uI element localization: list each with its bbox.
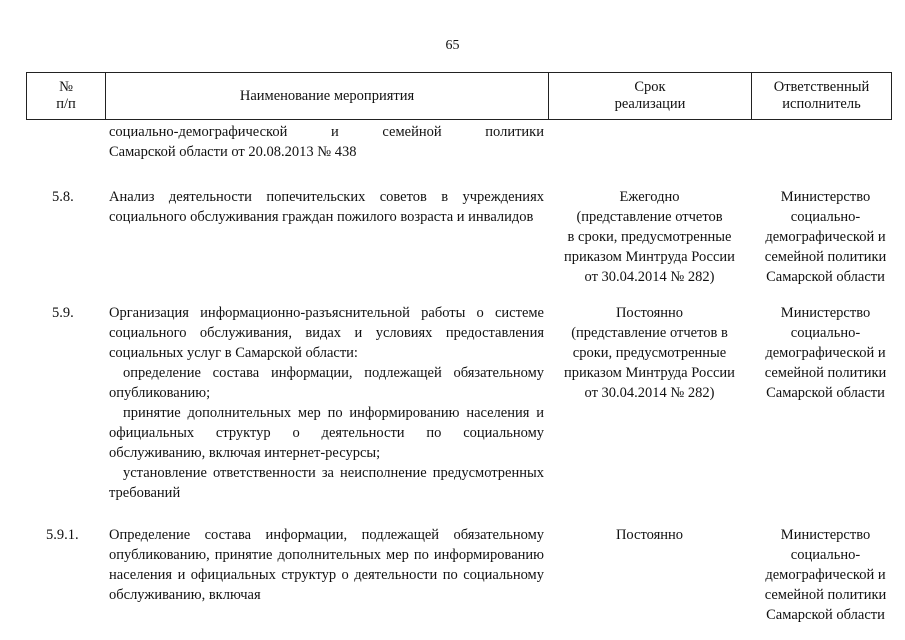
continuation-responsible: [751, 122, 892, 162]
activities-table: [26, 72, 892, 625]
row-responsible: Министерство социально- демографической и семейной политики Самарской области: [764, 305, 887, 401]
row-responsible: Министерство социально- демографической и семейной политики Самарской области: [764, 527, 887, 623]
continuation-number: [26, 122, 105, 162]
continuation-row: [26, 122, 892, 162]
header-term: [548, 73, 751, 119]
table-header: [26, 72, 892, 120]
row-paragraph: принятие дополнительных мер по информированию населения и официальных структур о деятельности по социальному обслуживанию, включая интернет-ресурсы;: [109, 405, 544, 461]
row-number: 5.9.1.: [46, 527, 79, 543]
row-text: [105, 525, 548, 625]
header-name: [105, 73, 548, 119]
row-paragraph: Анализ деятельности попечительских советов в учреждениях социального обслуживания граждан пожилого возраста и инвалидов: [109, 189, 544, 225]
table-row: [26, 187, 892, 287]
page-number: 65: [445, 38, 460, 53]
table-row: [26, 303, 892, 503]
header-number-label: № п/п: [56, 79, 76, 112]
header-responsible: [751, 73, 892, 119]
row-responsible: Министерство социально- демографической и семейной политики Самарской области: [764, 189, 887, 285]
header-term-label: Срок реализации: [614, 79, 686, 112]
table-row: [26, 525, 892, 625]
header-name-label: Наименование мероприятия: [239, 87, 415, 104]
row-term: Постоянно (представление отчетов в сроки, предусмотренные приказом Минтруда России от 30.04.2014 № 282): [564, 305, 735, 401]
table-body: [26, 122, 892, 625]
continuation-term: [548, 122, 751, 162]
continuation-line-1: социально-демографической и семейной политики: [109, 124, 544, 140]
row-paragraph: определение состава информации, подлежащей обязательному опубликованию;: [109, 365, 544, 401]
row-number: 5.8.: [52, 189, 74, 205]
row-term: Постоянно: [615, 527, 684, 543]
header-responsible-label: Ответственный исполнитель: [773, 79, 870, 112]
row-paragraph: установление ответственности за неисполнение предусмотренных требований: [109, 465, 544, 501]
continuation-text: [105, 122, 548, 162]
row-paragraph: Определение состава информации, подлежащей обязательному опубликованию, принятие дополнительных мер по информированию населения и официальных структур о деятельности по социальному обслуживанию, включая: [109, 527, 544, 603]
row-text: [105, 303, 548, 503]
row-term: Ежегодно (представление отчетов в сроки, предусмотренные приказом Минтруда России от 30.04.2014 № 282): [564, 189, 735, 285]
header-number: [26, 73, 105, 119]
row-number: 5.9.: [52, 305, 74, 321]
row-text: [105, 187, 548, 287]
continuation-line-2: Самарской области от 20.08.2013 № 438: [109, 144, 357, 160]
row-paragraph: Организация информационно-разъяснительной работы о системе социального обслуживания, видах и условиях предоставления социальных услуг в Самарской области:: [109, 305, 544, 361]
